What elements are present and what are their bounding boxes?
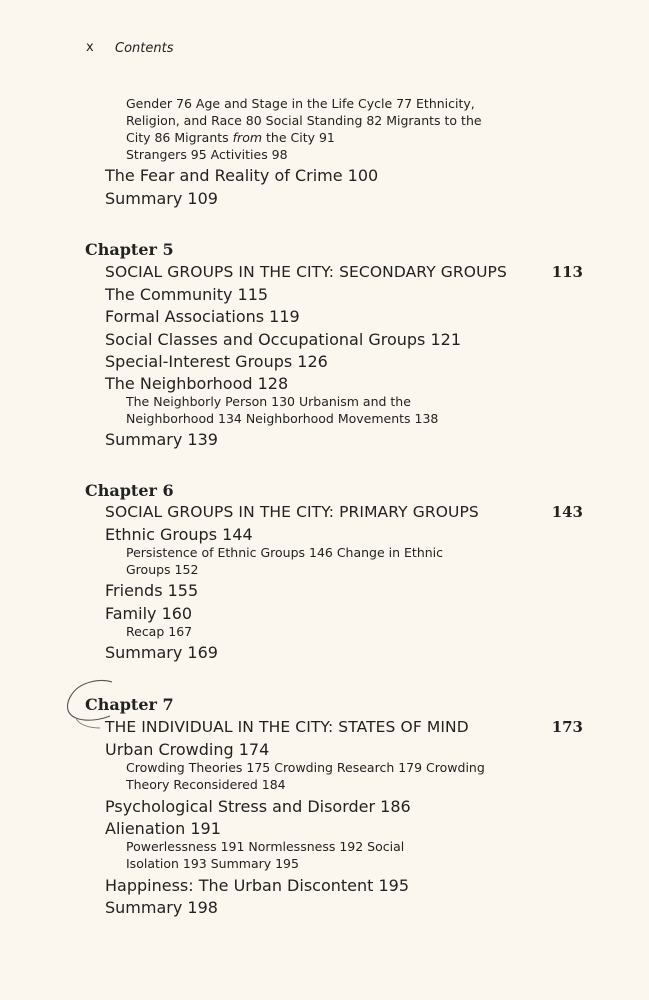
sub-entry-text: City 86 Migrants	[126, 130, 233, 145]
toc-entry: Social Classes and Occupational Groups 121	[105, 330, 462, 349]
toc-entry: Special-Interest Groups 126	[105, 352, 328, 371]
sub-entry-line: Religion, and Race 80 Social Standing 82 Migrants to the	[126, 113, 482, 128]
page-number: x	[86, 40, 94, 55]
chapter-page: 143	[551, 503, 583, 521]
toc-entry: The Community 115	[105, 285, 269, 304]
toc-entry: The Neighborhood 128	[105, 374, 289, 393]
chapter-label: Chapter 6	[85, 481, 174, 500]
toc-entry: Ethnic Groups 144	[105, 525, 253, 544]
toc-entry: Happiness: The Urban Discontent 195	[105, 876, 410, 895]
toc-entry: Alienation 191	[105, 819, 221, 838]
toc-entry: Formal Associations 119	[105, 307, 300, 326]
sub-entry-italic: from	[232, 130, 263, 145]
chapter-label: Chapter 7	[85, 695, 174, 714]
sub-entry-line: The Neighborly Person 130 Urbanism and the	[126, 394, 411, 409]
sub-entry-text: the City 91	[262, 130, 335, 145]
sub-entry-line: Isolation 193 Summary 195	[126, 856, 299, 871]
sub-entry-line: Strangers 95 Activities 98	[126, 147, 288, 162]
sub-entry-line: Crowding Theories 175 Crowding Research 179 Crowding	[126, 760, 485, 775]
toc-entry: The Fear and Reality of Crime 100	[105, 166, 379, 185]
sub-entry-line: Groups 152	[126, 562, 199, 577]
sub-entry-line: Persistence of Ethnic Groups 146 Change in Ethnic	[126, 545, 444, 560]
sub-entry-line: Powerlessness 191 Normlessness 192 Social	[126, 839, 405, 854]
toc-entry: Psychological Stress and Disorder 186	[105, 797, 411, 816]
toc-entry: Summary 139	[105, 430, 218, 449]
toc-entry: Summary 169	[105, 643, 218, 662]
sub-entry-line: Theory Reconsidered 184	[126, 777, 286, 792]
chapter-title: SOCIAL GROUPS IN THE CITY: PRIMARY GROUPS	[105, 503, 479, 521]
sub-entry-line: Neighborhood 134 Neighborhood Movements 138	[126, 411, 439, 426]
chapter-page: 173	[551, 718, 583, 736]
chapter-label: Chapter 5	[85, 240, 174, 259]
sub-entry-line: Recap 167	[126, 624, 193, 639]
toc-entry: Friends 155	[105, 581, 199, 600]
toc-entry: Summary 198	[105, 898, 218, 917]
chapter-title: THE INDIVIDUAL IN THE CITY: STATES OF MIND	[105, 718, 469, 736]
chapter-title: SOCIAL GROUPS IN THE CITY: SECONDARY GROUPS	[105, 263, 507, 281]
chapter-page: 113	[551, 263, 583, 281]
running-head: Contents	[115, 41, 174, 56]
toc-entry: Urban Crowding 174	[105, 740, 270, 759]
toc-entry: Family 160	[105, 604, 193, 623]
toc-entry: Summary 109	[105, 189, 218, 208]
sub-entry-line	[126, 129, 335, 146]
sub-entry-line: Gender 76 Age and Stage in the Life Cycle 77 Ethnicity,	[126, 96, 475, 111]
